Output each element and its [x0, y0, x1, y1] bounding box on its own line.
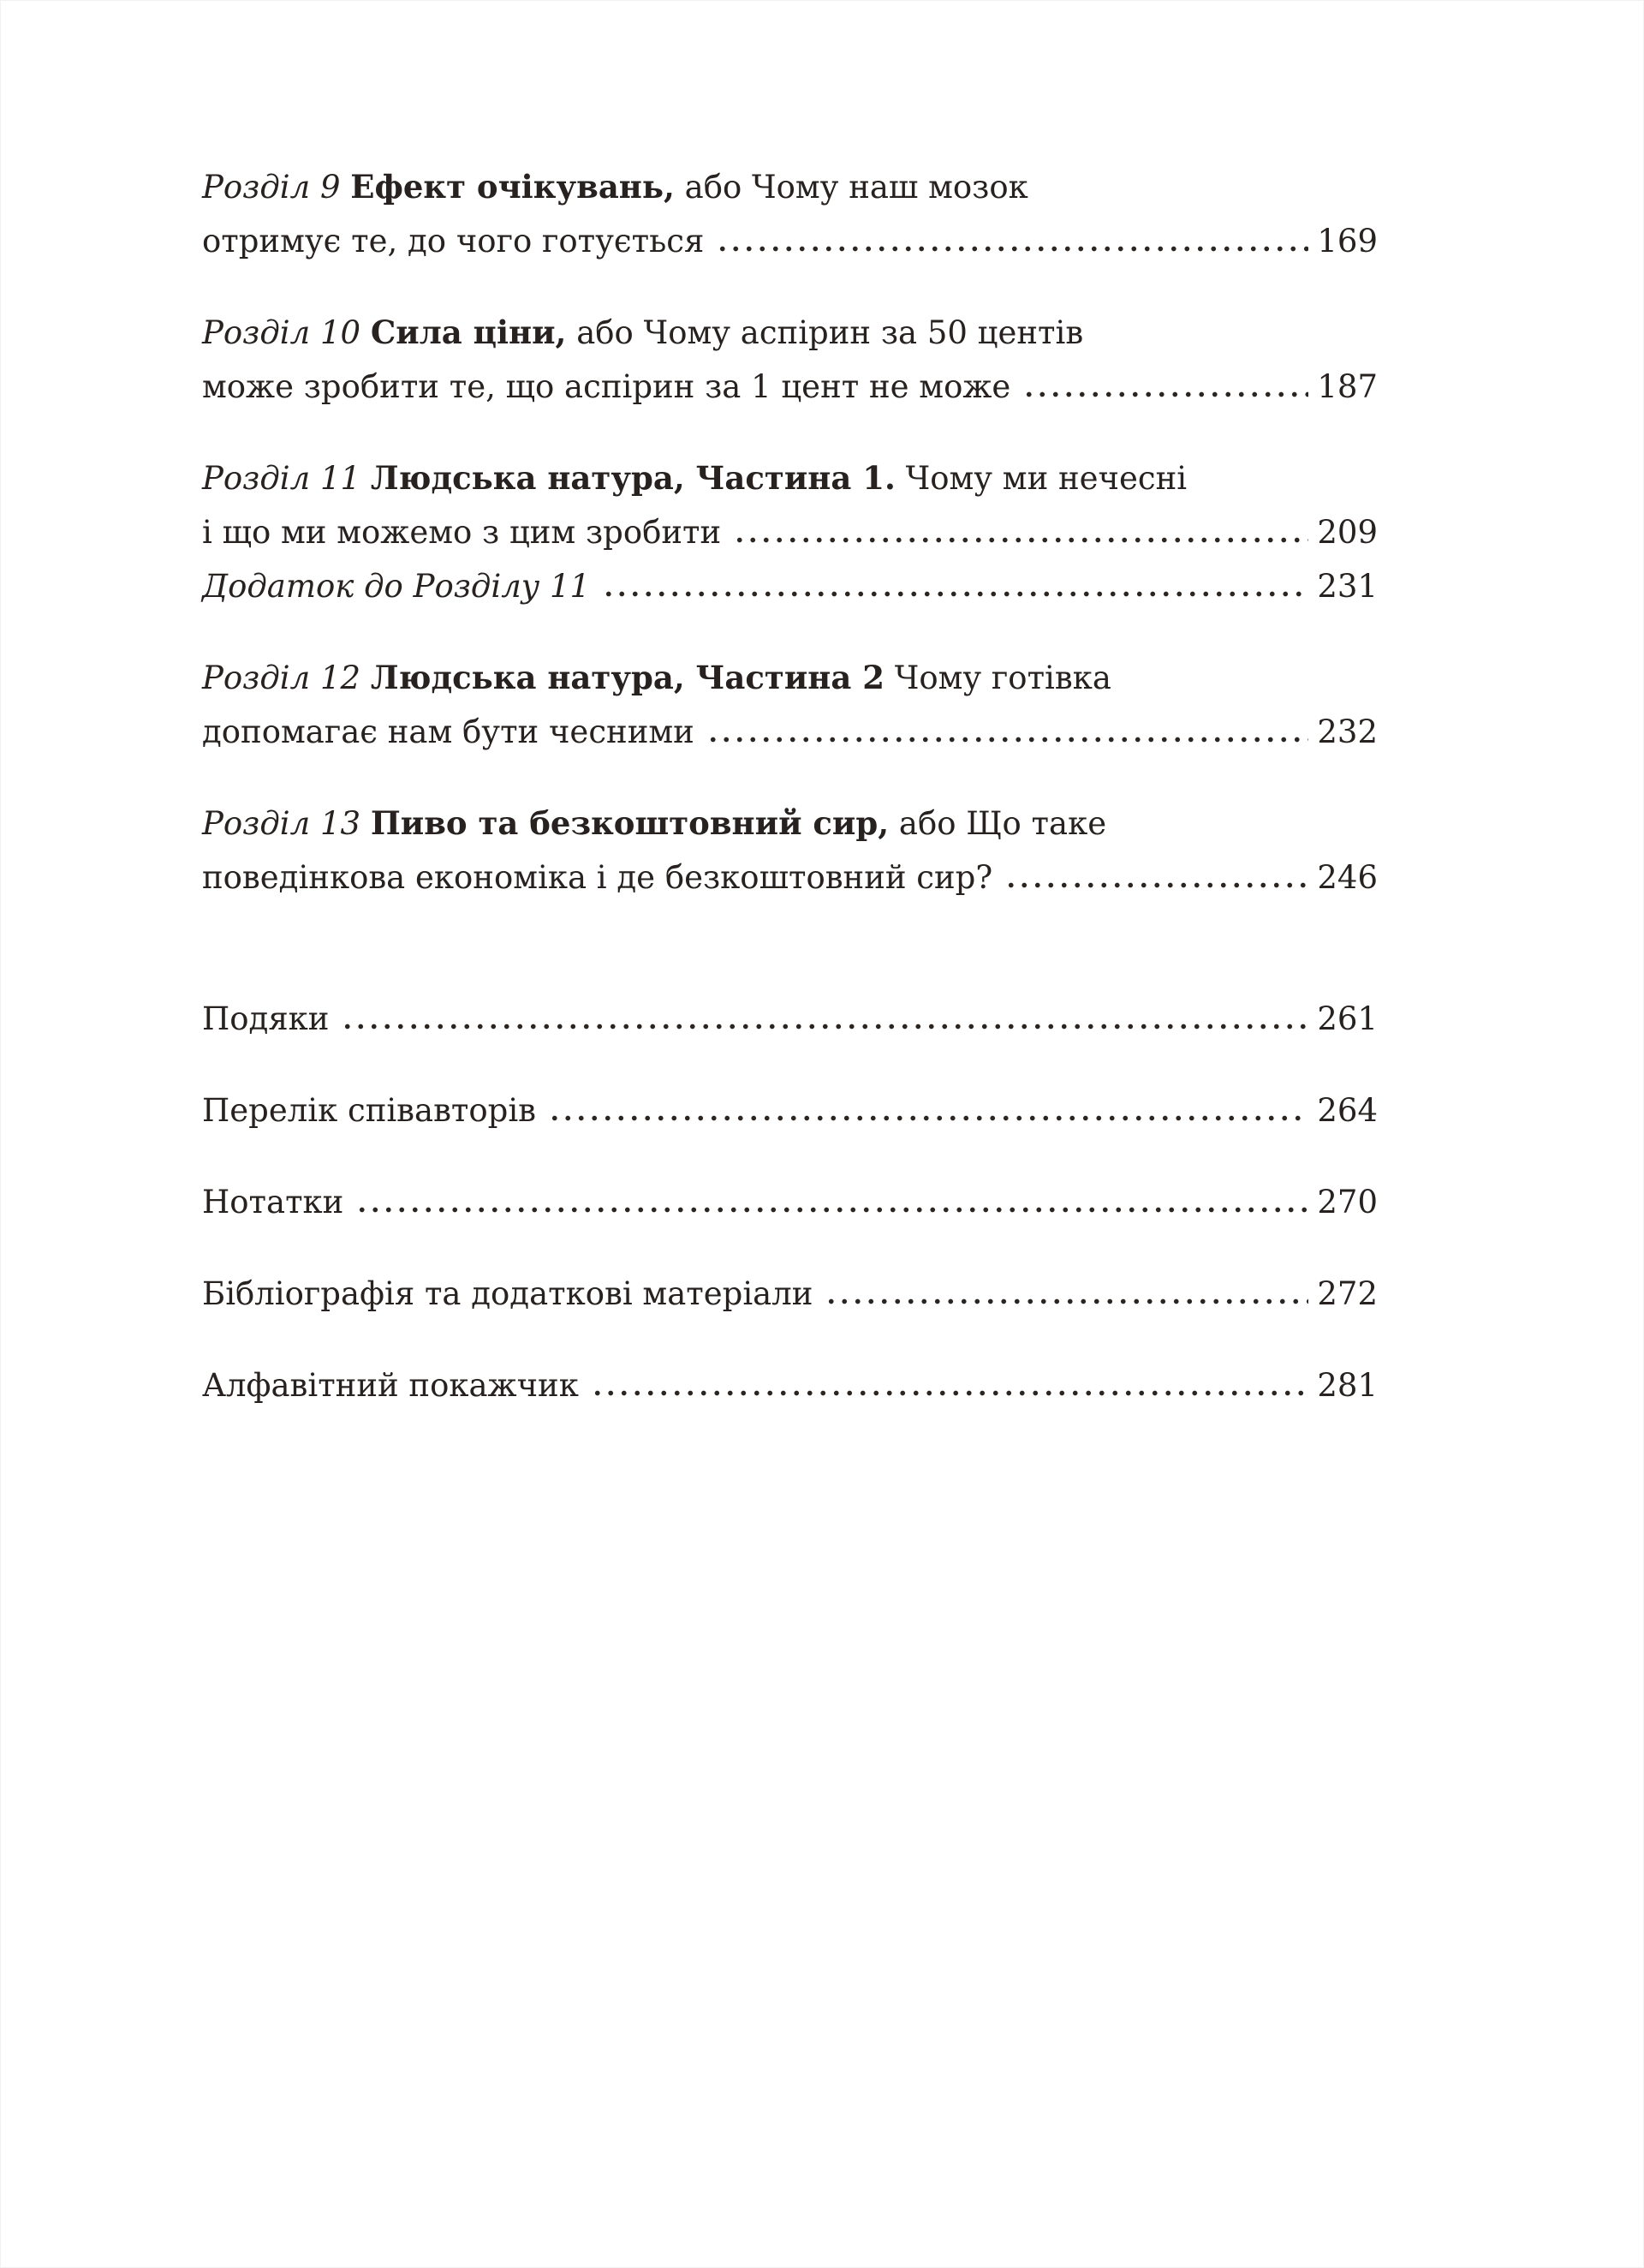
- toc-entry-leader-line: [202, 505, 1378, 559]
- back-matter-label: Нотатки: [202, 1184, 344, 1221]
- toc-entry-leader-line: [202, 850, 1378, 904]
- back-matter-entry-index: [202, 1358, 1378, 1412]
- toc-entry-first-line: [202, 651, 1378, 705]
- leader-dots: [733, 537, 1308, 543]
- leader-dots: [706, 737, 1309, 743]
- back-matter-entry-bibliography: [202, 1267, 1378, 1321]
- toc-entry-chapter-9: [202, 160, 1378, 268]
- leader-dots: [602, 591, 1308, 597]
- back-matter-label: Перелік співавторів: [202, 1092, 536, 1129]
- leader-dots: [1022, 391, 1308, 397]
- page-number: 272: [1317, 1275, 1378, 1312]
- page-number: 270: [1317, 1184, 1378, 1221]
- toc-entry-appendix-line: [202, 559, 1378, 613]
- back-matter-label: Алфавітний покажчик: [202, 1367, 579, 1404]
- back-matter-entry-coauthors: [202, 1083, 1378, 1137]
- toc-entry-first-line: [202, 306, 1378, 360]
- chapter-title: Сила ціни,: [370, 313, 567, 351]
- back-matter-entry-acknowledgements: [202, 992, 1378, 1046]
- chapter-subtitle: або Чому аспірин за 50 центів: [576, 314, 1084, 351]
- toc-entry-leader-line: [202, 360, 1378, 414]
- chapter-subtitle-continued: допомагає нам бути чесними: [202, 713, 694, 750]
- chapter-label: Розділ 11: [202, 460, 361, 497]
- chapter-subtitle: Чому готівка: [894, 660, 1111, 696]
- back-matter-label: Подяки: [202, 1000, 330, 1037]
- chapter-title: Людська натура, Частина 1.: [370, 459, 896, 497]
- toc-entry-chapter-10: [202, 306, 1378, 414]
- chapter-label: Розділ 12: [202, 660, 361, 696]
- chapter-label: Розділ 13: [202, 805, 361, 842]
- toc-entry-chapter-11: [202, 451, 1378, 613]
- leader-dots: [341, 1024, 1308, 1030]
- chapter-label: Розділ 10: [202, 314, 361, 351]
- chapter-title: Людська натура, Частина 2: [370, 659, 885, 696]
- chapter-subtitle-continued: і що ми можемо з цим зробити: [202, 514, 722, 551]
- chapter-subtitle-continued: отримує те, до чого готується: [202, 223, 705, 260]
- page-number: 261: [1317, 1000, 1378, 1037]
- toc-entry-leader-line: [202, 705, 1378, 759]
- toc-entry-first-line: [202, 797, 1378, 850]
- back-matter-label: Бібліографія та додаткові матеріали: [202, 1275, 813, 1312]
- page-number: 246: [1317, 859, 1378, 896]
- chapter-subtitle-continued: поведінкова економіка і де безкоштовний сир?: [202, 859, 993, 896]
- toc-entry-chapter-12: [202, 651, 1378, 759]
- leader-dots: [1004, 882, 1308, 888]
- back-matter-entry-notes: [202, 1175, 1378, 1229]
- leader-dots: [825, 1298, 1308, 1304]
- page-number: 187: [1317, 368, 1378, 405]
- leader-dots: [548, 1115, 1308, 1121]
- back-matter-section: [202, 992, 1378, 1412]
- leader-dots: [591, 1390, 1309, 1396]
- page-number: 232: [1317, 713, 1378, 750]
- chapter-title: Пиво та безкоштовний сир,: [370, 804, 890, 842]
- appendix-label: Додаток до Розділу 11: [202, 568, 591, 605]
- page-number: 169: [1317, 223, 1378, 260]
- toc-entry-leader-line: [202, 214, 1378, 268]
- page-number: 231: [1317, 568, 1378, 605]
- chapter-title: Ефект очікувань,: [350, 168, 675, 206]
- chapter-subtitle: або Що таке: [898, 805, 1107, 842]
- chapter-subtitle: Чому ми нечесні: [905, 460, 1188, 497]
- page-number: 281: [1317, 1367, 1378, 1404]
- chapter-subtitle-continued: може зробити те, що аспірин за 1 цент не може: [202, 368, 1011, 405]
- toc-entry-first-line: [202, 160, 1378, 214]
- chapter-subtitle: або Чому наш мозок: [684, 169, 1028, 206]
- leader-dots: [355, 1207, 1308, 1213]
- page-number: 209: [1317, 514, 1378, 551]
- leader-dots: [716, 246, 1308, 252]
- page-number: 264: [1317, 1092, 1378, 1129]
- chapter-label: Розділ 9: [202, 169, 341, 206]
- toc-entry-first-line: [202, 451, 1378, 505]
- toc-entry-chapter-13: [202, 797, 1378, 904]
